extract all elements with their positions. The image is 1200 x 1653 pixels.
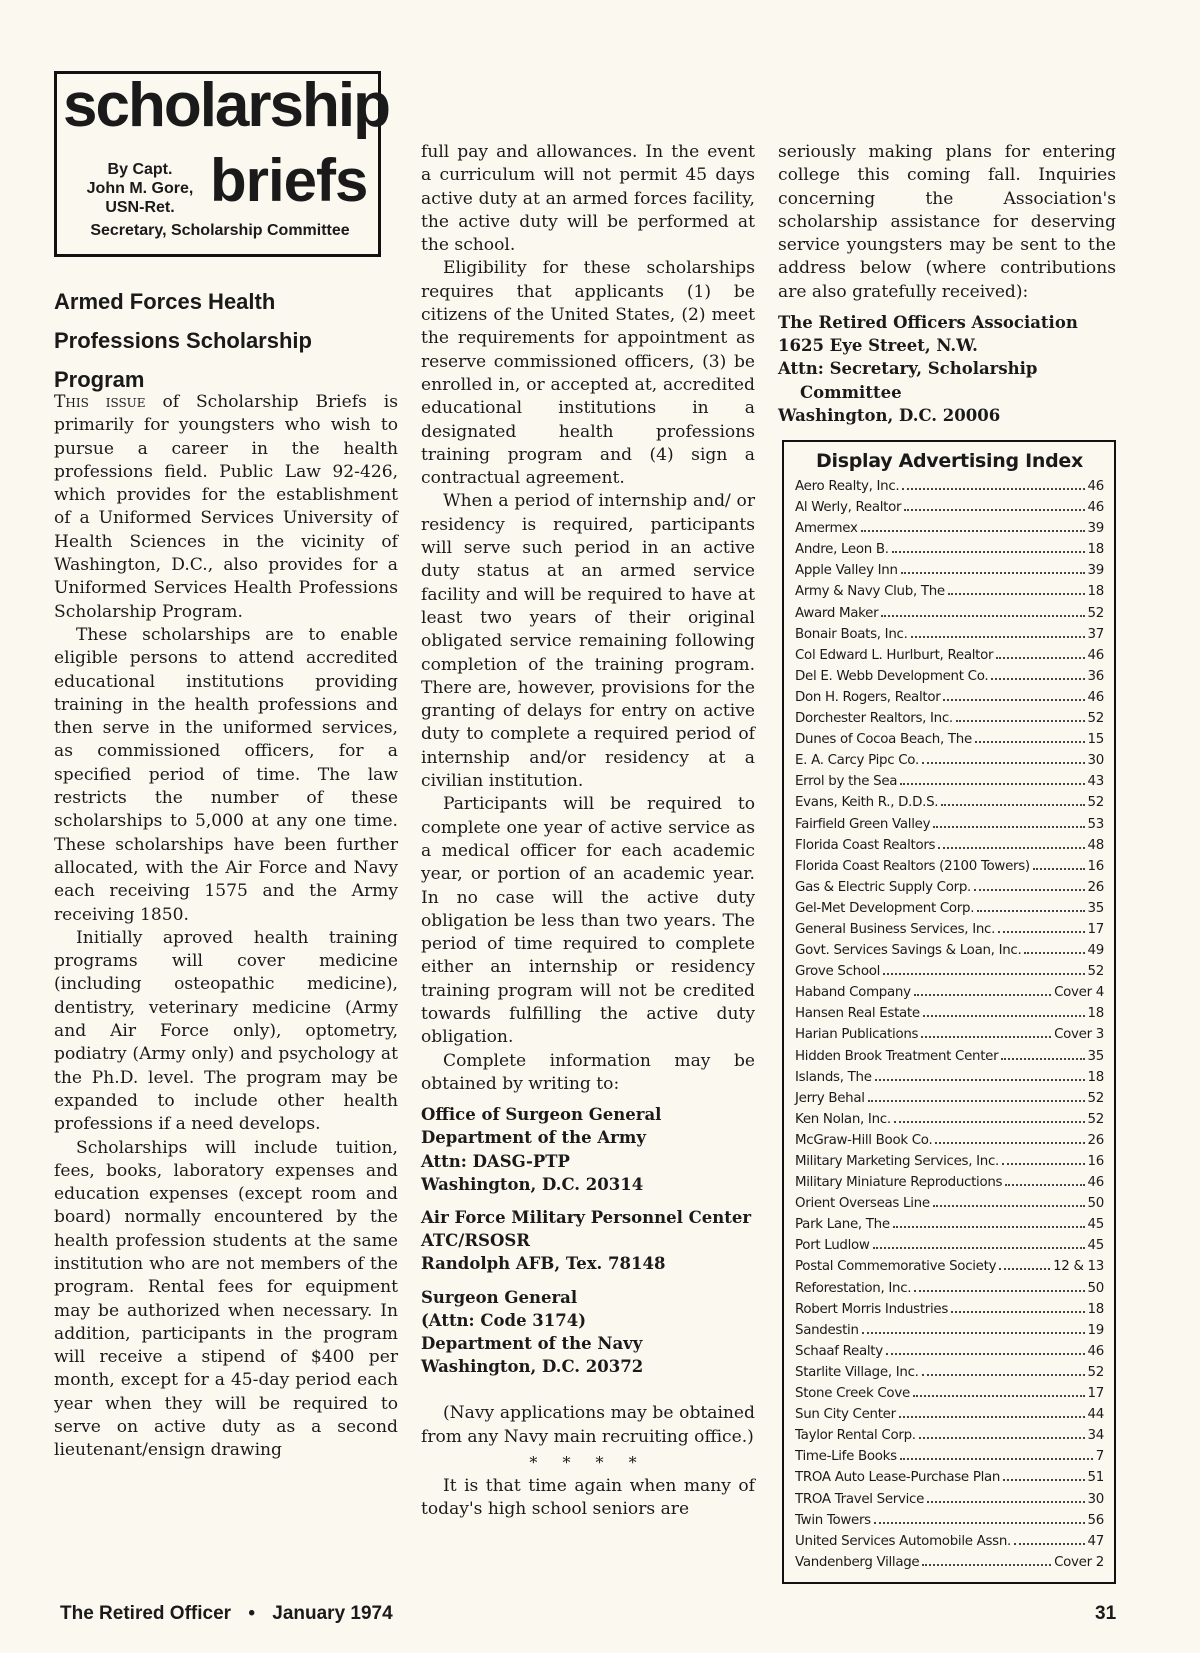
index-entry-name: Islands, The: [795, 1069, 872, 1085]
index-entry-page: 17: [1087, 1386, 1104, 1402]
byline-line: USN-Ret.: [105, 199, 175, 216]
index-entry: [795, 1341, 1104, 1362]
index-entry-page: 30: [1087, 1491, 1104, 1507]
index-entry: [795, 1489, 1104, 1510]
byline-line: By Capt.: [107, 161, 173, 178]
index-entry-page: 16: [1087, 1154, 1104, 1169]
index-entry-name: Del E. Webb Development Co.: [795, 668, 989, 684]
index-entry-page: 18: [1087, 1006, 1104, 1022]
index-entry-name: Military Miniature Reproductions: [795, 1175, 1003, 1191]
index-entry-name: Jerry Behal: [795, 1090, 865, 1106]
index-entry-name: TROA Travel Service: [795, 1491, 925, 1507]
index-entry: [795, 581, 1104, 602]
index-entry-page: Cover 3: [1054, 1027, 1104, 1043]
footer-bullet: •: [248, 1603, 255, 1624]
leader-dots: [956, 720, 1085, 722]
leader-dots: [1002, 1163, 1085, 1165]
index-entry-name: Grove School: [795, 964, 881, 980]
leader-dots: [875, 1079, 1085, 1081]
index-entry-page: 45: [1087, 1217, 1104, 1233]
leader-dots: [1005, 1184, 1084, 1186]
index-entry-name: Sandestin: [795, 1322, 859, 1338]
index-entry-name: Taylor Rental Corp.: [795, 1428, 916, 1444]
index-entry: [795, 1404, 1104, 1425]
index-entry: [795, 560, 1104, 581]
leader-dots: [883, 973, 1084, 975]
index-entry: [795, 1046, 1104, 1067]
logo-word-briefs: briefs: [210, 147, 368, 214]
article-paragraph: full pay and allowances. In the event a curriculum will not permit 45 days active duty at an armed forces facility, the active duty will be performed at the school.: [421, 142, 755, 256]
index-entry-name: Time-Life Books: [795, 1449, 897, 1465]
index-entry-page: Cover 2: [1054, 1554, 1104, 1570]
index-entry-page: 37: [1087, 626, 1104, 642]
article-column-1: [54, 391, 398, 1463]
headline-line: Professions Scholarship: [54, 328, 312, 353]
index-entry-name: Col Edward L. Hurlburt, Realtor: [795, 647, 994, 663]
leader-dots: [933, 1205, 1085, 1207]
leader-dots: [913, 1395, 1085, 1397]
index-entry-name: Reforestation, Inc.: [795, 1280, 912, 1296]
leader-dots: [923, 1015, 1085, 1017]
article-paragraph: seriously making plans for entering college this coming fall. Inquiries concerning the Association's scholarship assistance for deserving service youngsters may be sent to the address below (where contributions are also gratefully received):: [778, 142, 1116, 302]
index-entry: [795, 729, 1104, 750]
index-entry: [795, 1003, 1104, 1024]
byline-line: John M. Gore,: [86, 180, 194, 197]
index-entry-page: 52: [1087, 1090, 1104, 1106]
index-entry-name: Gel-Met Development Corp.: [795, 900, 975, 916]
index-entry-page: 52: [1087, 605, 1104, 621]
index-entry-page: 26: [1087, 879, 1104, 895]
index-entry-name: Harian Publications: [795, 1027, 919, 1043]
index-entry-name: Army & Navy Club, The: [795, 584, 945, 600]
leader-dots: [935, 1142, 1084, 1144]
index-entry-page: 51: [1087, 1470, 1104, 1486]
lead-in: This issue: [54, 392, 146, 412]
index-entry: [795, 497, 1104, 518]
footer-publication: [60, 1602, 393, 1626]
index-entry-name: Port Ludlow: [795, 1238, 870, 1254]
index-entry: [795, 919, 1104, 940]
article-column-3: [778, 141, 1116, 427]
leader-dots: [948, 593, 1085, 595]
index-title: Display Advertising Index: [816, 450, 1083, 472]
byline: [65, 160, 215, 217]
leader-dots: [938, 847, 1084, 849]
leader-dots: [900, 783, 1084, 785]
index-entry-page: 16: [1087, 858, 1104, 874]
index-entry-page: 52: [1087, 1111, 1104, 1127]
leader-dots: [868, 1100, 1085, 1102]
leader-dots: [996, 657, 1084, 659]
leader-dots: [893, 1226, 1085, 1228]
index-entry: [795, 750, 1104, 771]
index-entry: [795, 539, 1104, 560]
leader-dots: [1001, 1058, 1084, 1060]
leader-dots: [975, 741, 1085, 743]
index-entry-page: 56: [1087, 1512, 1104, 1528]
index-entry-name: Award Maker: [795, 605, 879, 621]
index-entry-page: 39: [1087, 563, 1104, 579]
index-entry-page: 52: [1087, 964, 1104, 980]
index-entry: [795, 961, 1104, 982]
leader-dots: [874, 1522, 1085, 1524]
leader-dots: [977, 910, 1084, 912]
index-entry: [795, 1446, 1104, 1467]
article-column-2: [421, 141, 755, 1522]
index-entry-name: Postal Commemorative Society: [795, 1259, 997, 1275]
index-entry-name: Florida Coast Realtors (2100 Towers): [795, 858, 1030, 874]
index-entry: [795, 877, 1104, 898]
index-entry: [795, 982, 1104, 1003]
index-entry: [795, 1278, 1104, 1299]
index-entry-name: Don H. Rogers, Realtor: [795, 689, 941, 705]
index-entry-name: Dunes of Cocoa Beach, The: [795, 732, 972, 748]
index-entry-name: Stone Creek Cove: [795, 1386, 910, 1402]
index-entry-name: Amermex: [795, 521, 858, 537]
index-entry: [795, 940, 1104, 961]
index-entry-page: 46: [1087, 1175, 1104, 1191]
address-air-force: Air Force Military Personnel Center ATC/RSOSR Randolph AFB, Tex. 78148: [421, 1207, 752, 1274]
index-entry-name: Andre, Leon B.: [795, 542, 889, 558]
leader-dots: [998, 931, 1084, 933]
index-entry: [795, 1214, 1104, 1235]
index-entry: [795, 771, 1104, 792]
address-troa: The Retired Officers Association 1625 Eye Street, N.W. Attn: Secretary, Scholarship Committee Washington, D.C. 20006: [778, 313, 1078, 425]
index-entry: [795, 1088, 1104, 1109]
index-entry-name: Hidden Brook Treatment Center: [795, 1048, 999, 1064]
index-entry-name: Gas & Electric Supply Corp.: [795, 879, 971, 895]
leader-dots: [1033, 868, 1085, 870]
index-entry-page: 15: [1087, 732, 1104, 748]
index-entry-name: Errol by the Sea: [795, 774, 898, 790]
article-paragraph: Complete information may be obtained by writing to:: [421, 1050, 755, 1094]
index-entry-name: Aero Realty, Inc.: [795, 479, 900, 494]
index-entry: [795, 792, 1104, 813]
leader-dots: [943, 699, 1084, 701]
headline-line: Armed Forces Health: [54, 289, 276, 314]
index-entry-name: Bonair Boats, Inc.: [795, 626, 908, 642]
index-entry: [795, 645, 1104, 666]
closing-paragraph: It is that time again when many of today's high school seniors are: [421, 1476, 755, 1520]
index-entry-page: 48: [1087, 837, 1104, 853]
index-entry: [795, 1362, 1104, 1383]
index-entry-page: 26: [1087, 1132, 1104, 1148]
index-entry: [795, 476, 1104, 497]
leader-dots: [1014, 1543, 1085, 1545]
leader-dots: [900, 1458, 1093, 1460]
index-list: [795, 476, 1104, 1573]
index-entry-name: Al Werly, Realtor: [795, 500, 902, 516]
publication-name: The Retired Officer: [60, 1603, 232, 1624]
index-entry-name: General Business Services, Inc.: [795, 921, 996, 937]
index-entry-name: United Services Automobile Assn.: [795, 1533, 1011, 1549]
index-entry-name: McGraw-Hill Book Co.: [795, 1132, 933, 1148]
leader-dots: [933, 826, 1084, 828]
index-entry-name: Sun City Center: [795, 1407, 896, 1423]
article-paragraph: Eligibility for these scholarships requires that applicants (1) be citizens of the United States, (2) meet the requirements for appointment as reserve commissioned officers, (3) be enrolled in, or accepted at, accredited educational institutions in a designated health professions training program and (4) sign a contractual agreement.: [421, 258, 755, 489]
leader-dots: [921, 1036, 1051, 1038]
leader-dots: [914, 1290, 1084, 1292]
index-entry-page: 46: [1087, 1343, 1104, 1359]
leader-dots: [922, 1564, 1051, 1566]
index-entry-name: E. A. Carcy Pipc Co.: [795, 753, 919, 769]
index-entry-page: 50: [1087, 1196, 1104, 1212]
index-entry: [795, 1531, 1104, 1552]
leader-dots: [881, 615, 1084, 617]
logo-word-scholarship: scholarship: [63, 71, 389, 140]
leader-dots: [901, 572, 1085, 574]
byline-role: Secretary, Scholarship Committee: [90, 222, 350, 239]
navy-note: (Navy applications may be obtained from any Navy main recruiting office.): [421, 1403, 755, 1447]
leader-dots: [861, 530, 1085, 532]
index-entry-page: 46: [1087, 647, 1104, 663]
index-entry: [795, 1193, 1104, 1214]
index-entry-name: Starlite Village, Inc.: [795, 1364, 919, 1380]
leader-dots: [927, 1501, 1084, 1503]
index-entry-page: 17: [1087, 921, 1104, 937]
index-entry: [795, 1109, 1104, 1130]
leader-dots: [999, 1268, 1050, 1270]
index-entry-name: Military Marketing Services, Inc.: [795, 1154, 999, 1169]
leader-dots: [991, 678, 1084, 680]
index-entry-page: Cover 4: [1054, 985, 1104, 1001]
index-entry-name: Ken Nolan, Inc.: [795, 1111, 891, 1127]
article-paragraph: Initially aproved health training programs will cover medicine (including osteopathic medicine), dentistry, veterinary medicine (Army and Air Force only), optometry, podiatry (Army only) and psychology at the Ph.D. level. The program may be expanded to include other health professions if a need develops.: [54, 927, 398, 1135]
leader-dots: [941, 804, 1084, 806]
index-entry-page: 18: [1087, 1301, 1104, 1317]
index-entry-name: Apple Valley Inn: [795, 563, 898, 579]
index-entry: [795, 687, 1104, 708]
index-entry-name: Hansen Real Estate: [795, 1006, 920, 1022]
index-entry-page: 50: [1087, 1280, 1104, 1296]
index-entry-page: 52: [1087, 711, 1104, 727]
index-entry-page: 52: [1087, 1364, 1104, 1380]
index-entry-name: Fairfield Green Valley: [795, 816, 931, 832]
leader-dots: [886, 1353, 1085, 1355]
index-entry: [795, 1024, 1104, 1045]
index-entry: [795, 1425, 1104, 1446]
index-entry-name: Florida Coast Realtors: [795, 837, 936, 853]
index-entry-name: Govt. Services Savings & Loan, Inc.: [795, 943, 1022, 959]
index-entry: [795, 835, 1104, 856]
index-entry-page: 45: [1087, 1238, 1104, 1254]
article-paragraph: When a period of internship and/ or residency is required, participants will serve such period in an active duty status at an armed service facility and will be required to have at least two years of their original obligated service remaining following completion of the training program. There are, however, provisions for the granting of delays for entry on active duty to complete a required period of internship and/or residency at a civilian institution.: [421, 491, 755, 792]
index-entry: [795, 1235, 1104, 1256]
article-paragraph: These scholarships are to enable eligible persons to attend accredited educational institutions providing training in the health professions and then serve in the uniformed services, as commissioned officers, for a specified period of time. The law restricts the number of these scholarships to 5,000 at any one time. These scholarships have been further allocated, with the Air Force and Navy each receiving 1575 and the Army receiving 1850.: [54, 624, 398, 925]
index-entry-name: Orient Overseas Line: [795, 1196, 930, 1212]
index-entry-page: 18: [1087, 584, 1104, 600]
scholarship-briefs-logo: [54, 71, 389, 257]
index-entry-name: TROA Auto Lease-Purchase Plan: [795, 1470, 1001, 1486]
address-army: Office of Surgeon General Department of the Army Attn: DASG-PTP Washington, D.C. 20314: [421, 1105, 662, 1194]
leader-dots: [892, 551, 1085, 553]
index-entry: [795, 1256, 1104, 1277]
index-entry-page: 43: [1087, 774, 1104, 790]
index-entry-page: 44: [1087, 1407, 1104, 1423]
index-entry: [795, 856, 1104, 877]
index-entry-page: 46: [1087, 500, 1104, 516]
leader-dots: [922, 762, 1085, 764]
index-entry-page: 12 & 13: [1053, 1259, 1104, 1275]
index-entry: [795, 518, 1104, 539]
index-entry-name: Evans, Keith R., D.D.S.: [795, 795, 939, 811]
index-entry: [795, 1130, 1104, 1151]
leader-dots: [919, 1437, 1085, 1439]
index-entry: [795, 1067, 1104, 1088]
index-entry: [795, 1510, 1104, 1531]
index-entry: [795, 603, 1104, 624]
index-entry-name: Park Lane, The: [795, 1217, 890, 1233]
index-entry-page: 34: [1087, 1428, 1104, 1444]
index-entry-page: 46: [1087, 479, 1104, 494]
leader-dots: [914, 994, 1051, 996]
index-entry-page: 18: [1087, 1069, 1104, 1085]
index-entry-name: Schaaf Realty: [795, 1343, 883, 1359]
index-entry-page: 18: [1087, 542, 1104, 558]
index-entry-page: 53: [1087, 816, 1104, 832]
index-entry-name: Vandenberg Village: [795, 1554, 920, 1570]
article-paragraph: This issue of Scholarship Briefs is primarily for youngsters who wish to pursue a career in the health professions field. Public Law 92-426, which provides for the establishment of a Uniformed Services University of Health Sciences in the vicinity of Washington, D.C., also provides for a Uniformed Services Health Professions Scholarship Program.: [54, 392, 398, 622]
display-advertising-index: [782, 440, 1116, 1584]
index-entry-page: 47: [1087, 1533, 1104, 1549]
index-entry-page: 49: [1087, 943, 1104, 959]
leader-dots: [862, 1332, 1085, 1334]
index-entry: [795, 898, 1104, 919]
index-entry: [795, 1552, 1104, 1573]
index-entry-page: 46: [1087, 689, 1104, 705]
index-entry-name: Haband Company: [795, 985, 911, 1001]
section-break-stars: * * * *: [529, 1453, 647, 1472]
index-entry: [795, 624, 1104, 645]
index-entry-page: 7: [1095, 1449, 1104, 1465]
index-entry-page: 19: [1087, 1322, 1104, 1338]
leader-dots: [894, 1121, 1085, 1123]
leader-dots: [922, 1374, 1085, 1376]
leader-dots: [951, 1311, 1085, 1313]
article-paragraph: Participants will be required to complete one year of active service as a medical officer for each academic year, or portion of an academic year. In no case will the active duty obligation be less than two years. The period of time required to complete either an internship or residency training program will not be credited towards fulfilling the active duty obligation.: [421, 794, 755, 1048]
index-entry: [795, 708, 1104, 729]
index-entry: [795, 1299, 1104, 1320]
address-navy: Surgeon General (Attn: Code 3174) Department of the Navy Washington, D.C. 20372: [421, 1287, 644, 1377]
article-headline: [54, 282, 394, 399]
index-entry: [795, 1467, 1104, 1488]
leader-dots: [1003, 1479, 1084, 1481]
issue-date: January 1974: [272, 1603, 393, 1624]
leader-dots: [904, 509, 1084, 511]
index-entry-name: Robert Morris Industries: [795, 1301, 949, 1317]
index-entry-name: Dorchester Realtors, Inc.: [795, 711, 953, 727]
index-entry-page: 36: [1087, 668, 1104, 684]
index-entry-name: Twin Towers: [795, 1512, 871, 1528]
index-entry: [795, 814, 1104, 835]
leader-dots: [1024, 952, 1084, 954]
index-entry-page: 35: [1087, 900, 1104, 916]
leader-dots: [899, 1416, 1085, 1418]
article-paragraph: Scholarships will include tuition, fees, books, laboratory expenses and education expenses (except room and board) normally encountered by the health profession students at the same institution who are not members of the program. Rental fees for equipment may be authorized when necessary. In addition, participants in the program will receive a stipend of $400 per month, except for a 45-day period each year when they will be required to serve on active duty as a second lieutenant/ensign drawing: [54, 1137, 398, 1461]
leader-dots: [873, 1247, 1085, 1249]
page-number: 31: [1095, 1603, 1117, 1624]
index-entry: [795, 1383, 1104, 1404]
headline-line: Program: [54, 367, 145, 392]
index-entry: [795, 1172, 1104, 1193]
leader-dots: [974, 889, 1085, 891]
index-entry: [795, 666, 1104, 687]
index-entry-page: 52: [1087, 795, 1104, 811]
index-entry: [795, 1151, 1104, 1172]
index-entry-page: 35: [1087, 1048, 1104, 1064]
index-entry-page: 39: [1087, 521, 1104, 537]
index-entry-page: 30: [1087, 753, 1104, 769]
leader-dots: [902, 488, 1084, 490]
index-entry: [795, 1320, 1104, 1341]
leader-dots: [911, 636, 1085, 638]
